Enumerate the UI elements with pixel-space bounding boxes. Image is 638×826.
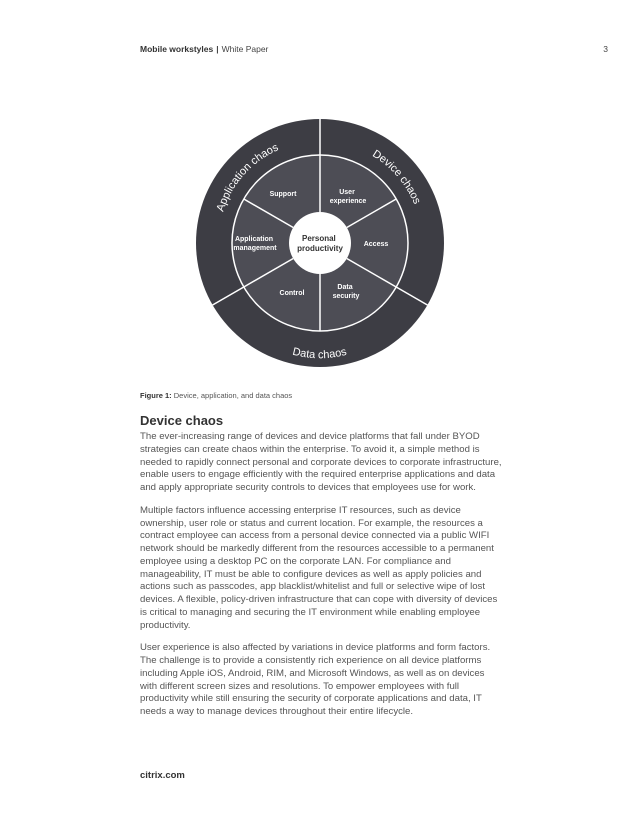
page-header xyxy=(140,44,608,54)
figure-caption xyxy=(140,391,292,400)
outer-label-device-chaos: Device chaos xyxy=(370,147,423,206)
center-circle xyxy=(289,212,351,274)
page-number: 3 xyxy=(603,44,608,54)
section-body xyxy=(140,431,502,729)
footer-url: citrix.com xyxy=(140,770,185,781)
paragraph: The ever-increasing range of devices and device platforms that fall under BYOD strategies can create chaos within the enterprise. To avoid it, a simple method is needed to rapidly connect personal and corporate devices to corporate infrastructure, enable users to engage efficiently with the required enterprise applications and data and apply appropriate security controls to devices that employees use for work. xyxy=(140,431,502,493)
segment-control: Control xyxy=(279,290,305,297)
center-label xyxy=(297,234,343,253)
figure-caption-text: Device, application, and data chaos xyxy=(173,391,293,400)
segment-support: Support xyxy=(269,191,297,198)
outer-label-data-chaos: Data chaos xyxy=(291,345,348,362)
document-title: Mobile workstyles xyxy=(140,44,214,54)
segment-data-security: Data security xyxy=(332,284,360,300)
segment-user-experience: User experience xyxy=(329,189,367,205)
header-separator: | xyxy=(216,44,219,54)
section-title: Device chaos xyxy=(140,413,224,428)
center-label-line-1: Personal xyxy=(301,234,336,243)
outer-label-application-chaos: Application chaos xyxy=(214,141,281,214)
paragraph: User experience is also affected by variations in device platforms and form factors. The challenge is to provide a consistently rich experience on all device platforms including Apple iOS, Android, RIM, and Microsoft Windows, as well as on devices with different screen sizes and resolutions. To empower employees with full productivity while still ensuring the security of corporate applications and data, IT needs a way to manage devices throughout their entire lifecycle. xyxy=(140,642,491,717)
chaos-diagram xyxy=(140,88,500,388)
figure-label: Figure 1: xyxy=(140,391,172,400)
document-subtitle: White Paper xyxy=(221,44,269,54)
segment-application-management: Application management xyxy=(233,236,277,252)
segment-access: Access xyxy=(363,241,389,248)
paragraph: Multiple factors influence accessing enterprise IT resources, such as device ownership, user role or status and current location. For example, the resources a contract employee can access from a personal device connected via a public WIFI network should be markedly different from the resources accessible to a permanent employee using a desktop PC on the corporate LAN. For compliance and manageability, IT must be able to configure devices as well as apply policies and actions such as passcodes, app blacklist/whitelist and full or selective wipe of lost devices. A flexible, policy-driven infrastructure that can cope with diversity of devices is critical to managing and securing the IT environment while enabling employee productivity. xyxy=(140,504,498,631)
center-label-line-2: productivity xyxy=(297,244,343,253)
